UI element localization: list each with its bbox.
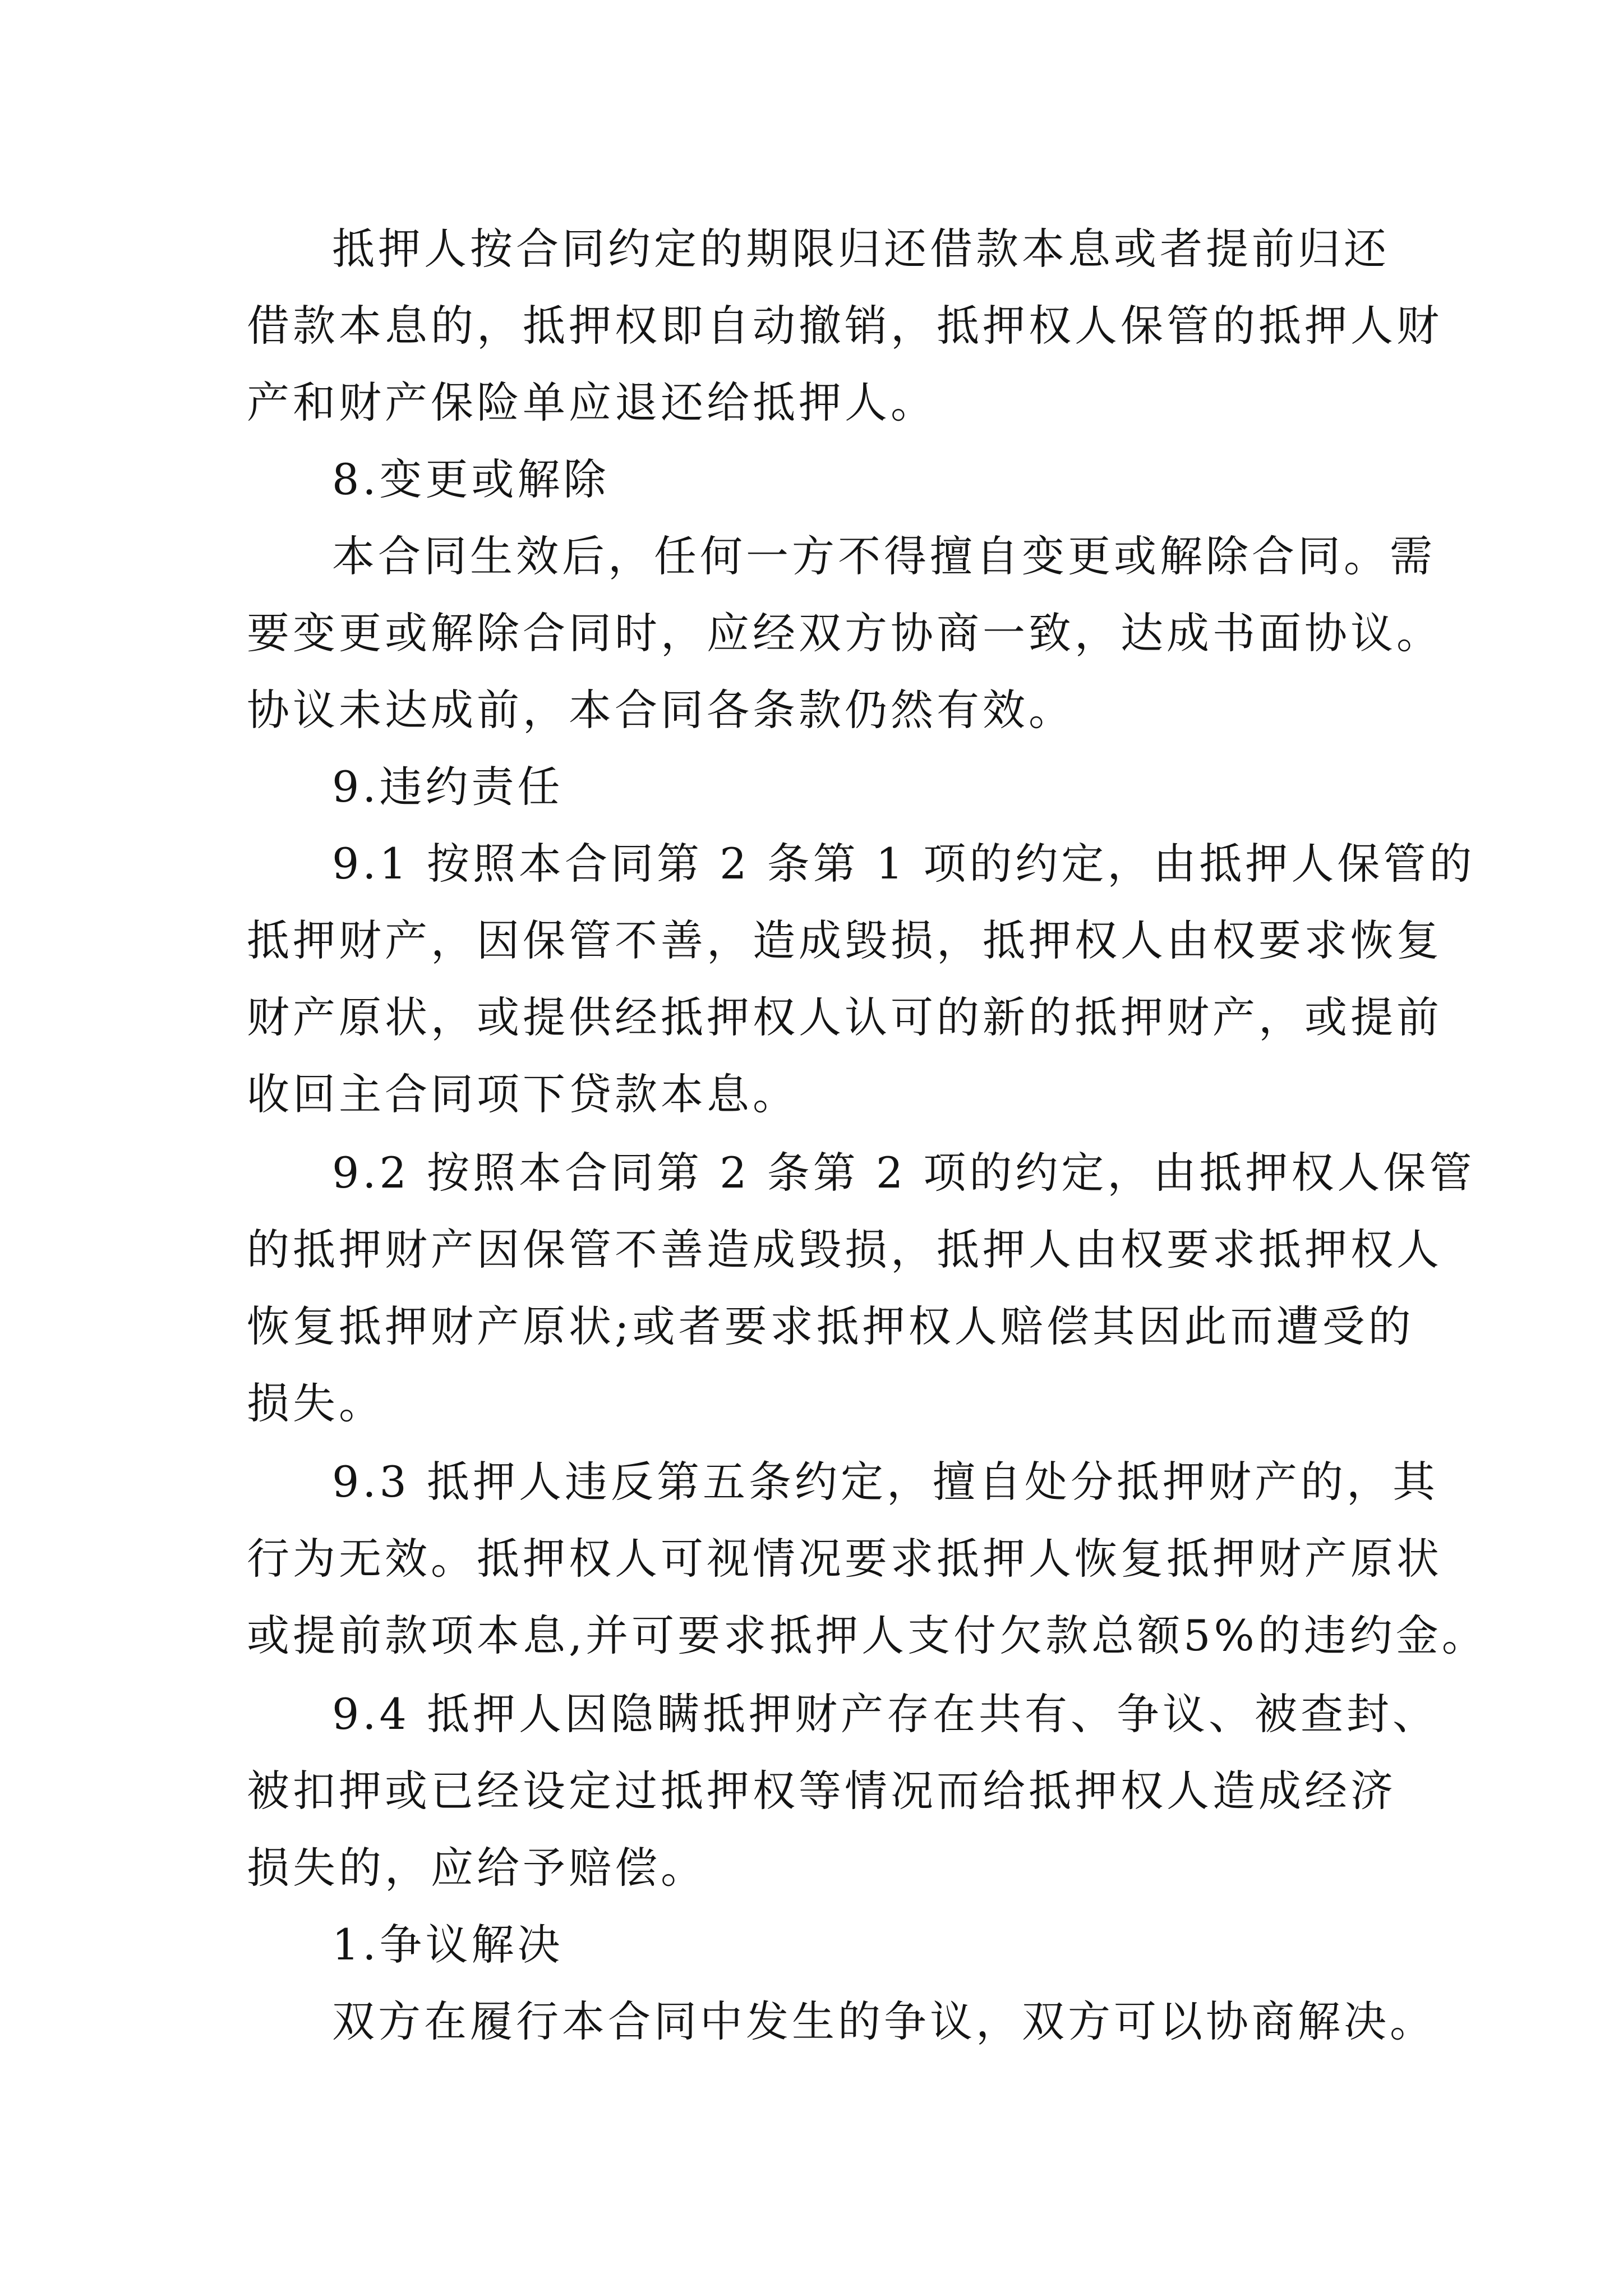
text-line: 或提前款项本息,并可要求抵押人支付欠款总额5%的违约金。 (247, 1611, 1488, 1660)
paragraph-clause-9-1 (247, 825, 1476, 1133)
paragraph-change-or-termination (247, 518, 1442, 748)
text-line: 的抵押财产因保管不善造成毁损，抵押人由权要求抵押权人 (247, 1225, 1442, 1274)
text-line: 9.4 抵押人因隐瞒抵押财产存在共有、争议、被查封、 (332, 1689, 1439, 1739)
paragraph-clause-9-3 (247, 1443, 1488, 1674)
text-line: 财产原状，或提供经抵押权人认可的新的抵押财产，或提前 (247, 992, 1442, 1042)
document-body (247, 210, 1488, 2060)
text-line: 9.1 按照本合同第 2 条第 1 项的约定，由抵押人保管的 (332, 839, 1476, 889)
text-line: 借款本息的，抵押权即自动撤销，抵押权人保管的抵押人财 (247, 301, 1442, 351)
text-line: 恢复抵押财产原状;或者要求抵押权人赔偿其因此而遭受的 (247, 1301, 1414, 1351)
text-line: 损失的，应给予赔偿。 (247, 1843, 707, 1893)
text-line: 本合同生效后，任何一方不得擅自变更或解除合同。需 (332, 531, 1436, 581)
text-line: 收回主合同项下贷款本息。 (247, 1069, 799, 1119)
text-line: 9.2 按照本合同第 2 条第 2 项的约定，由抵押权人保管 (332, 1148, 1476, 1198)
text-line: 协议未达成前，本合同各条款仍然有效。 (247, 685, 1075, 735)
section-heading-dispute-resolution: 1.争议解决 (332, 1920, 564, 1970)
text-line: 被扣押或已经设定过抵押权等情况而给抵押权人造成经济 (247, 1766, 1396, 1816)
text-line: 产和财产保险单应退还给抵押人。 (247, 378, 937, 427)
text-line: 损失。 (247, 1378, 385, 1428)
paragraph-loan-repayment (247, 210, 1442, 441)
text-line: 要变更或解除合同时，应经双方协商一致，达成书面协议。 (247, 608, 1442, 658)
section-heading-change-or-termination: 8.变更或解除 (332, 454, 610, 504)
text-line: 抵押财产，因保管不善，造成毁损，抵押权人由权要求恢复 (247, 915, 1442, 965)
text-line: 双方在履行本合同中发生的争议，双方可以协商解决。 (332, 1996, 1436, 2046)
text-line: 抵押人按合同约定的期限归还借款本息或者提前归还 (332, 224, 1390, 274)
section-heading-liability-for-breach: 9.违约责任 (332, 762, 564, 812)
text-line: 9.3 抵押人违反第五条约定，擅自处分抵押财产的，其 (332, 1457, 1439, 1507)
text-line: 行为无效。抵押权人可视情况要求抵押人恢复抵押财产原状 (247, 1534, 1442, 1584)
paragraph-dispute-resolution (247, 1983, 1436, 2060)
paragraph-clause-9-4 (247, 1676, 1439, 1906)
paragraph-clause-9-2 (247, 1134, 1476, 1442)
